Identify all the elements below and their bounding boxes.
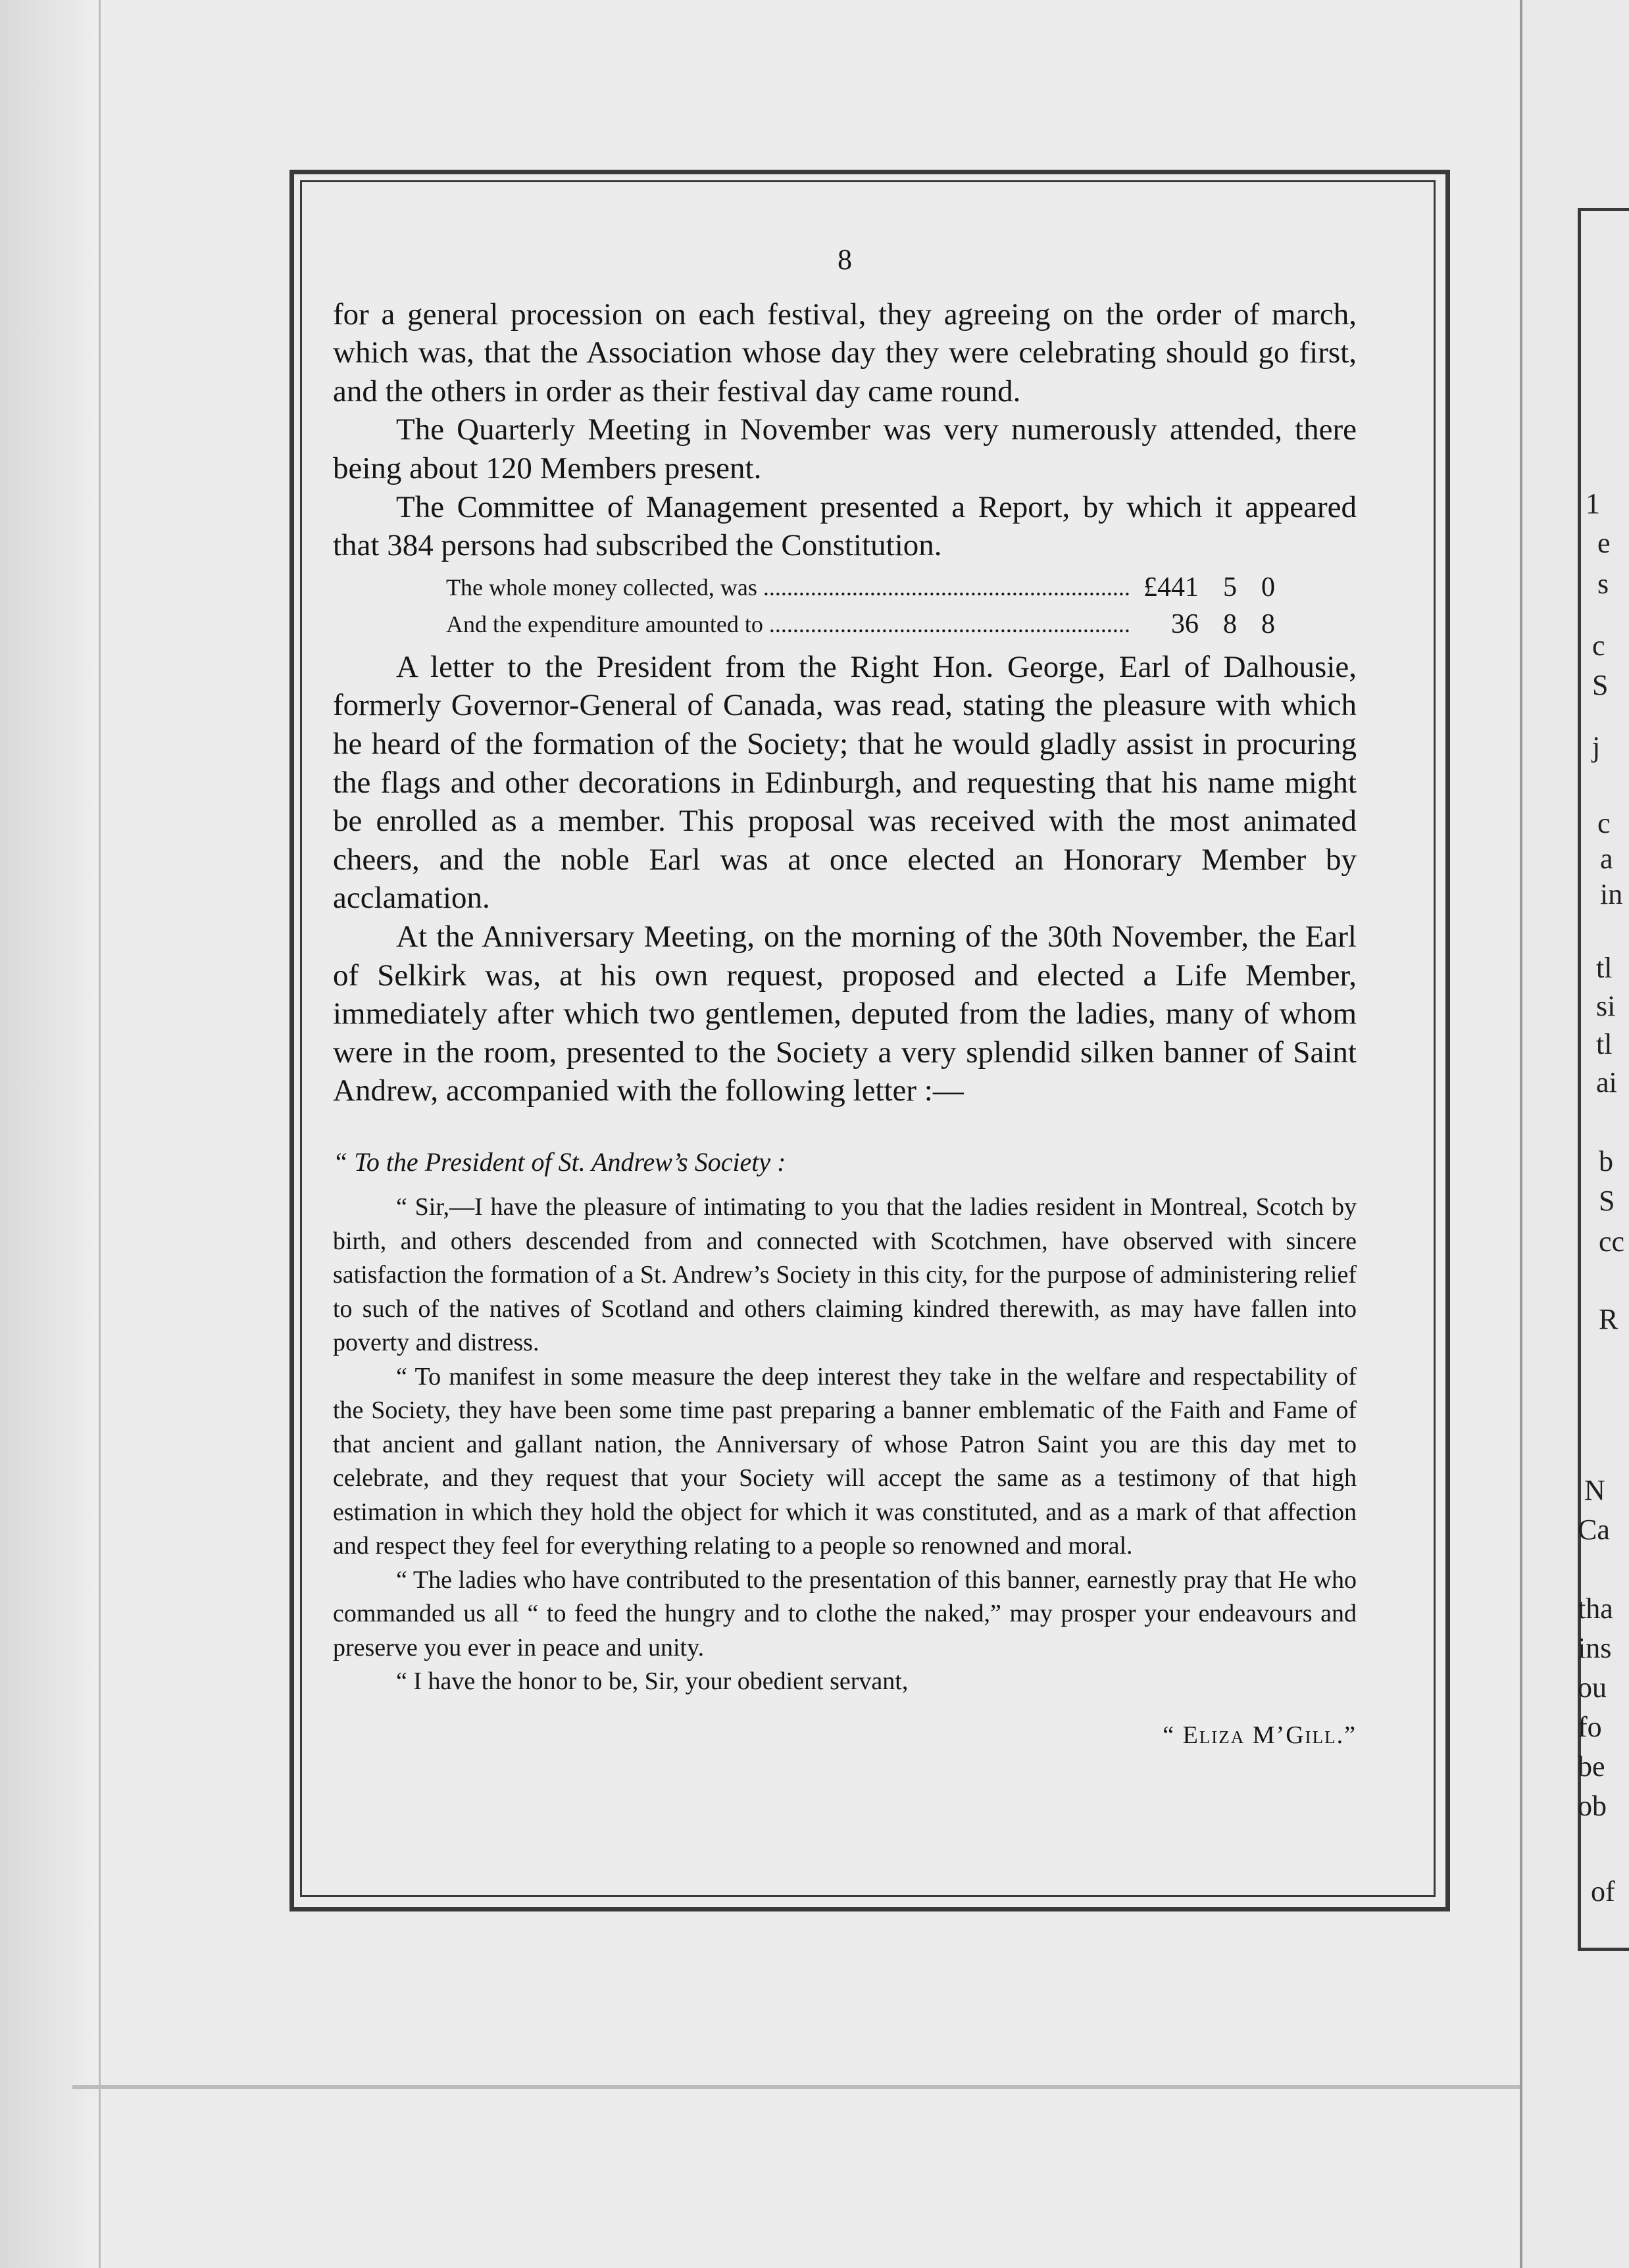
adjacent-page-fragment: fo [1578,1711,1602,1743]
page-bottom-edge [72,2085,1520,2129]
adjacent-page-fragment: of [1591,1875,1615,1908]
letter-paragraph: “ I have the honor to be, Sir, your obedient servant, [396,1667,909,1696]
adjacent-page-fragment: e [1597,527,1611,559]
letter-paragraph: “ To manifest in some measure the deep interest they take in the welfare and respectability of the Society, they have been some time past preparing a banner emblematic of the Faith and Fame of that ancient and gallant nation, the Anniversary of whose Patron Saint you are this day met to celebrate, and they request that your Society will accept the same as a testimony of that high estimation in which they hold the object for which it was constituted, and as a mark of that affection and respect they feel for everything relating to a people so renowned and moral. [333,1362,1357,1560]
money-label: The whole money collected, was ..... [446,569,1129,606]
money-shillings: 5 [1223,572,1237,603]
paragraph-dalhousie-letter: A letter to the President from the Right Hon. George, Earl of Dalhousie, formerly Governor-General of Canada, was read, stating the pleasure with which he heard of the formation of the Society; that he would gladly assist in procuring the flags and other decorations in Edinburgh, and requesting that his name might be enrolled as a member. This proposal was received with the most animated cheers, and the noble Earl was at once elected an Honorary Member by acclamation. [333,649,1357,916]
adjacent-page-fragment: si [1596,990,1616,1022]
adjacent-page-fragment: c [1597,807,1611,839]
adjacent-page-fragment: ou [1578,1671,1607,1704]
money-label: And the expenditure amounted to ..... [446,606,1129,643]
adjacent-page-fragment: 1 [1586,487,1600,520]
adjacent-page-fragment: R [1599,1303,1618,1335]
letter-signature: “ Eliza M’Gill.” [1163,1721,1357,1749]
adjacent-page-fragment: Ca [1578,1514,1610,1546]
letter-paragraph: “ Sir,—I have the pleasure of intimating to you that the ladies resident in Montreal, Scotch by birth, and others descended from and connected with Scotchmen, have observed with sincere satisfaction the formation of a St. Andrew’s Society in this city, for the purpose of administering relief to such of the natives of Scotland and others claiming kindred therewith, as may have fallen into poverty and distress. [333,1193,1357,1357]
adjacent-page-fragment: cc [1599,1225,1625,1258]
adjacent-page-fragment: b [1599,1145,1613,1177]
letter-paragraph: “ The ladies who have contributed to the presentation of this banner, earnestly pray that He who commanded us all “ to feed the hungry and to clothe the naked,” may prosper your endeavours and preserve you ever in peace and unity. [333,1565,1357,1662]
adjacent-page-fragment: j [1592,731,1601,763]
adjacent-page-fragment: N [1584,1474,1605,1506]
adjacent-page-fragment: c [1592,629,1605,662]
money-row-collected [446,569,1275,606]
adjacent-page-fragment: a [1600,843,1613,875]
adjacent-page-fragment: S [1599,1185,1615,1217]
adjacent-page-fragment: be [1578,1750,1605,1783]
money-pence: 8 [1261,608,1275,639]
paragraph-quarterly-meeting: The Quarterly Meeting in November was very numerously attended, there being about 120 Members present. [333,412,1357,485]
money-shillings: 8 [1223,608,1237,639]
page-spine-edge [0,0,101,2268]
adjacent-page-fragment: in [1600,878,1623,910]
adjacent-page-fragment: ins [1578,1632,1612,1664]
adjacent-page-fragment: s [1597,568,1609,600]
paragraph-anniversary-meeting: At the Anniversary Meeting, on the morning of the 30th November, the Earl of Selkirk was, at his own request, proposed and elected a Life Member, immediately after which two gentlemen, deputed from the ladies, many of whom were in the room, presented to the Society a very splendid silken banner of Saint Andrew, accompanied with the following letter :— [333,919,1357,1108]
adjacent-page-fragment: tl [1596,1028,1613,1060]
page-number: 8 [838,243,852,276]
page-content [333,241,1357,1752]
money-row-expenditure [446,606,1275,643]
money-table [446,569,1275,643]
money-pounds: 36 [1171,608,1199,639]
paragraph-procession: for a general procession on each festival, they agreeing on the order of march, which was, that the Association whose day they were celebrating should go first, and the others in order as their festival day came round. [333,297,1357,408]
adjacent-page-fragment: tl [1596,952,1613,984]
paragraph-committee-report: The Committee of Management presented a Report, by which it appeared that 384 persons had subscribed the Constitution. [333,489,1357,563]
adjacent-page-fragment: tha [1578,1592,1613,1625]
money-pounds: £441 [1143,572,1199,603]
adjacent-page-fragment: ob [1578,1790,1607,1822]
letter-addressee: “ To the President of St. Andrew’s Society : [333,1146,786,1177]
adjacent-page-fragment: S [1592,669,1609,701]
adjacent-page-fragment: ai [1596,1066,1617,1098]
money-pence: 0 [1261,572,1275,603]
letter-body [333,1191,1357,1752]
